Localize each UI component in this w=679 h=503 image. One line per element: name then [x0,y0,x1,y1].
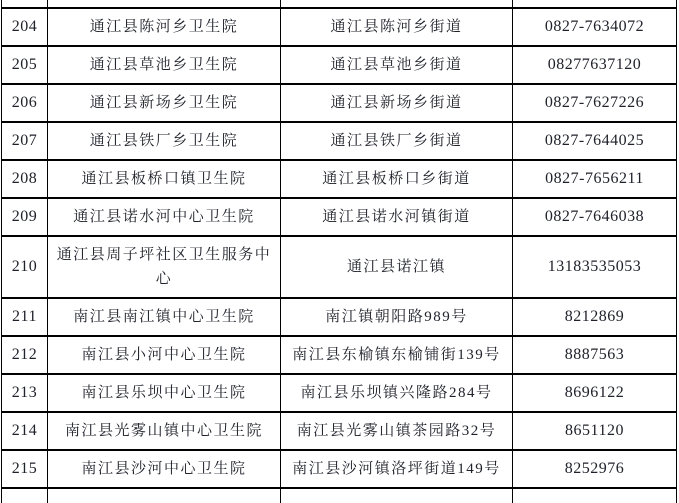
row-number-cell: 212 [2,336,48,374]
address-cell: 通江县陈河乡街道 [281,8,513,46]
address-cell: 通江县诺水河镇街道 [281,198,513,236]
row-number-cell: 207 [2,122,48,160]
facility-name-cell: 通江县陈河乡卫生院 [48,8,281,46]
phone-cell: 8252976 [513,450,677,488]
table-row [2,336,677,374]
row-number-cell: 205 [2,46,48,84]
facility-name-cell [48,0,281,8]
phone-cell: 8212869 [513,298,677,336]
phone-cell: 0827-7646038 [513,198,677,236]
table-row [2,160,677,198]
table-row [2,236,677,298]
facility-name-cell: 南江县光雾山镇中心卫生院 [48,412,281,450]
row-number-cell: 208 [2,160,48,198]
address-cell: 通江县铁厂乡街道 [281,122,513,160]
facility-name-cell: 通江县草池乡卫生院 [48,46,281,84]
phone-cell: 8651120 [513,412,677,450]
facility-name-cell [48,488,281,503]
row-number-cell [2,0,48,8]
row-number-cell: 206 [2,84,48,122]
row-number-cell: 211 [2,298,48,336]
table-row [2,298,677,336]
table-row [2,84,677,122]
address-cell [281,0,513,8]
row-number-cell [2,488,48,503]
clipped-row-above [2,0,677,8]
facility-name-cell: 通江县铁厂乡卫生院 [48,122,281,160]
address-cell: 南江县东榆镇东榆铺街139号 [281,336,513,374]
row-number-cell: 214 [2,412,48,450]
table-row [2,412,677,450]
address-cell: 通江县草池乡街道 [281,46,513,84]
facility-name-cell: 南江县乐坝中心卫生院 [48,374,281,412]
phone-cell: 0827-7656211 [513,160,677,198]
row-number-cell: 210 [2,236,48,298]
address-cell: 通江县新场乡街道 [281,84,513,122]
address-cell: 通江县板桥口乡街道 [281,160,513,198]
row-number-cell: 213 [2,374,48,412]
phone-cell: 0827-7644025 [513,122,677,160]
table-row [2,46,677,84]
phone-cell: 0827-7627226 [513,84,677,122]
phone-cell [513,0,677,8]
facility-name-cell: 南江县沙河中心卫生院 [48,450,281,488]
address-cell: 南江县沙河镇洛坪街道149号 [281,450,513,488]
facility-name-cell: 南江县小河中心卫生院 [48,336,281,374]
address-cell: 通江县诺江镇 [281,236,513,298]
phone-cell: 13183535053 [513,236,677,298]
facility-name-cell: 通江县新场乡卫生院 [48,84,281,122]
table-body [2,0,677,503]
health-facilities-table [1,0,677,503]
row-number-cell: 215 [2,450,48,488]
phone-cell: 8696122 [513,374,677,412]
table-row [2,198,677,236]
facility-name-cell: 通江县诺水河中心卫生院 [48,198,281,236]
row-number-cell: 204 [2,8,48,46]
address-cell: 南江县光雾山镇茶园路32号 [281,412,513,450]
table-row [2,374,677,412]
table-row [2,122,677,160]
facility-name-cell: 南江县南江镇中心卫生院 [48,298,281,336]
address-cell: 南江镇朝阳路989号 [281,298,513,336]
phone-cell: 08277637120 [513,46,677,84]
facility-name-cell: 通江县板桥口镇卫生院 [48,160,281,198]
phone-cell [513,488,677,503]
facility-name-cell: 通江县周子坪社区卫生服务中心 [48,236,281,298]
table-row [2,8,677,46]
address-cell: 南江县乐坝镇兴隆路284号 [281,374,513,412]
phone-cell: 8887563 [513,336,677,374]
address-cell [281,488,513,503]
clipped-row-below [2,488,677,503]
phone-cell: 0827-7634072 [513,8,677,46]
table-row [2,450,677,488]
row-number-cell: 209 [2,198,48,236]
